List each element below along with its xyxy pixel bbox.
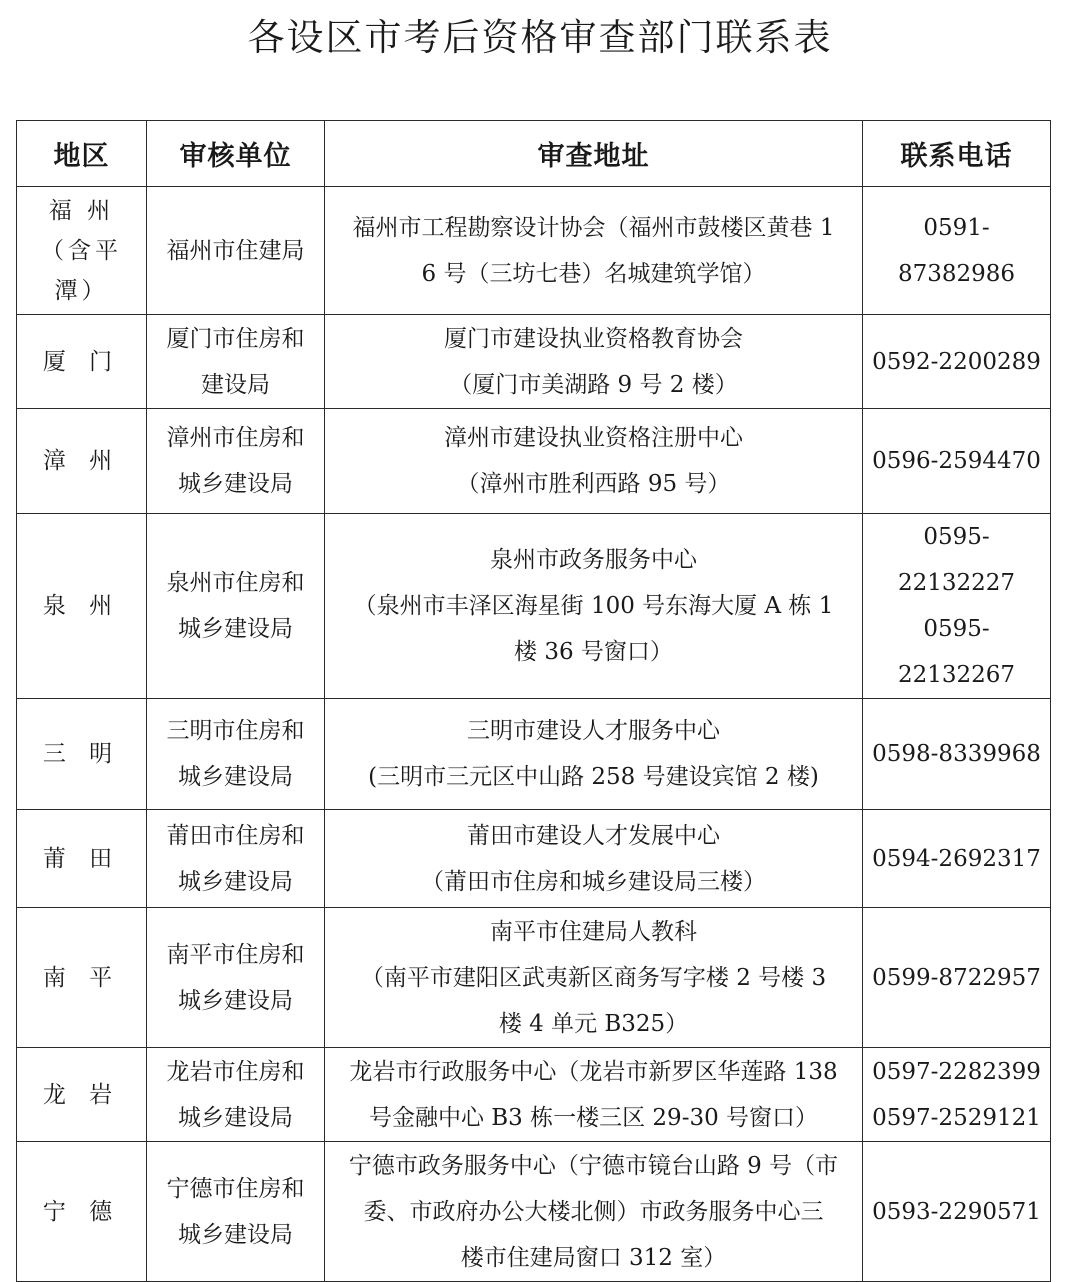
address-line: （南平市建阳区武夷新区商务写字楼 2 号楼 3: [360, 964, 827, 991]
region-cell: [17, 187, 147, 315]
phone-cell: [863, 315, 1051, 409]
phone-cell: [863, 1142, 1051, 1282]
unit-line: 城乡建设局: [178, 471, 293, 497]
address-line: 福州市工程勘察设计协会（福州市鼓楼区黄巷 1: [352, 214, 835, 241]
unit-line: 龙岩市住房和: [166, 1058, 305, 1085]
phone-cell: [863, 1048, 1051, 1142]
unit-cell: [147, 1142, 325, 1282]
unit-cell: [147, 810, 325, 908]
unit-line: 厦门市住房和: [166, 325, 305, 352]
table-row: [17, 315, 1051, 409]
unit-cell: [147, 187, 325, 315]
region-line: （含平: [41, 237, 122, 264]
table-row: [17, 908, 1051, 1048]
address-line: 三明市建设人才服务中心: [467, 718, 720, 744]
address-line: 6 号（三坊七巷）名城建筑学馆）: [421, 260, 766, 287]
address-line: 楼市住建局窗口 312 室）: [460, 1244, 727, 1271]
address-line: （漳州市胜利西路 95 号）: [456, 471, 731, 497]
address-line: 楼 36 号窗口）: [514, 639, 673, 665]
address-line: 号金融中心 B3 栋一楼三区 29-30 号窗口）: [368, 1104, 819, 1131]
header-phone: 联系电话: [863, 121, 1051, 187]
region-cell: [17, 810, 147, 908]
header-unit: 审核单位: [147, 121, 325, 187]
region-line: 厦 门: [42, 348, 121, 375]
region-line: 潭）: [54, 277, 109, 304]
phone-line: 0594-2692317: [872, 845, 1041, 872]
address-line: 南平市住建局人教科: [490, 918, 697, 945]
unit-line: 建设局: [201, 371, 270, 398]
unit-cell: [147, 514, 325, 699]
address-line: (三明市三元区中山路 258 号建设宾馆 2 楼): [368, 764, 819, 790]
address-cell: [325, 409, 863, 514]
region-line: 南 平: [42, 964, 121, 991]
phone-line: 0593-2290571: [872, 1198, 1041, 1225]
phone-cell: [863, 810, 1051, 908]
region-line: 泉 州: [42, 593, 121, 619]
table-row: [17, 810, 1051, 908]
table-row: [17, 699, 1051, 810]
region-line: 漳 州: [42, 448, 121, 474]
region-cell: [17, 699, 147, 810]
address-cell: [325, 908, 863, 1048]
region-cell: [17, 1142, 147, 1282]
address-cell: [325, 187, 863, 315]
phone-line: 0591-87382986: [897, 214, 1016, 287]
phone-cell: [863, 187, 1051, 315]
phone-line: 0592-2200289: [872, 348, 1041, 375]
phone-cell: [863, 908, 1051, 1048]
region-line: 龙 岩: [42, 1081, 121, 1108]
address-cell: [325, 1048, 863, 1142]
unit-line: 莆田市住房和: [166, 822, 305, 849]
table-row: [17, 514, 1051, 699]
table-row: [17, 187, 1051, 315]
unit-cell: [147, 409, 325, 514]
header-address: 审查地址: [325, 121, 863, 187]
unit-line: 城乡建设局: [178, 987, 293, 1014]
address-line: 楼 4 单元 B325）: [498, 1010, 689, 1037]
region-cell: [17, 908, 147, 1048]
table-body: [17, 187, 1051, 1282]
address-cell: [325, 1142, 863, 1282]
region-cell: [17, 1048, 147, 1142]
unit-cell: [147, 908, 325, 1048]
table-header-row: [17, 121, 1051, 187]
phone-line: 0597-2529121: [872, 1104, 1041, 1131]
address-line: （厦门市美湖路 9 号 2 楼）: [449, 371, 738, 398]
phone-line: 0598-8339968: [872, 741, 1041, 767]
phone-cell: [863, 409, 1051, 514]
unit-line: 漳州市住房和: [166, 425, 305, 451]
phone-line: 0595-22132227: [897, 524, 1016, 596]
table-row: [17, 1142, 1051, 1282]
phone-cell: [863, 514, 1051, 699]
phone-cell: [863, 699, 1051, 810]
unit-line: 泉州市住房和: [166, 570, 305, 596]
region-line: 宁 德: [42, 1198, 121, 1225]
address-line: 宁德市政务服务中心（宁德市镜台山路 9 号（市: [348, 1152, 839, 1179]
region-cell: [17, 514, 147, 699]
table-row: [17, 409, 1051, 514]
address-line: （泉州市丰泽区海星街 100 号东海大厦 A 栋 1: [353, 593, 834, 619]
unit-line: 三明市住房和: [166, 718, 305, 744]
address-cell: [325, 315, 863, 409]
header-region: 地区: [17, 121, 147, 187]
address-cell: [325, 514, 863, 699]
region-line: 莆 田: [42, 845, 121, 872]
address-line: 莆田市建设人才发展中心: [467, 822, 720, 849]
address-line: 厦门市建设执业资格教育协会: [444, 325, 743, 352]
page-title: 各设区市考后资格审查部门联系表: [247, 16, 833, 59]
phone-line: 0597-2282399: [872, 1058, 1041, 1085]
contact-table: [16, 120, 1051, 1282]
table-row: [17, 1048, 1051, 1142]
region-cell: [17, 409, 147, 514]
phone-line: 0595-22132267: [897, 616, 1016, 688]
unit-line: 宁德市住房和: [166, 1175, 305, 1202]
address-cell: [325, 699, 863, 810]
address-line: 委、市政府办公大楼北侧）市政务服务中心三: [363, 1198, 824, 1225]
phone-line: 0599-8722957: [872, 964, 1041, 991]
unit-line: 福州市住建局: [166, 237, 305, 264]
address-line: 漳州市建设执业资格注册中心: [444, 425, 743, 451]
address-line: （莆田市住房和城乡建设局三楼）: [421, 868, 766, 895]
address-line: 龙岩市行政服务中心（龙岩市新罗区华莲路 138: [349, 1058, 838, 1085]
region-line: 三 明: [42, 741, 121, 767]
region-cell: [17, 315, 147, 409]
unit-cell: [147, 315, 325, 409]
unit-line: 城乡建设局: [178, 1104, 293, 1131]
phone-line: 0596-2594470: [872, 448, 1041, 474]
unit-line: 城乡建设局: [178, 868, 293, 895]
unit-line: 城乡建设局: [178, 1221, 293, 1248]
unit-cell: [147, 699, 325, 810]
unit-line: 城乡建设局: [178, 616, 293, 642]
address-line: 泉州市政务服务中心: [490, 547, 697, 573]
unit-line: 南平市住房和: [166, 941, 305, 968]
unit-cell: [147, 1048, 325, 1142]
region-line: 福 州: [48, 197, 115, 224]
unit-line: 城乡建设局: [178, 764, 293, 790]
address-cell: [325, 810, 863, 908]
